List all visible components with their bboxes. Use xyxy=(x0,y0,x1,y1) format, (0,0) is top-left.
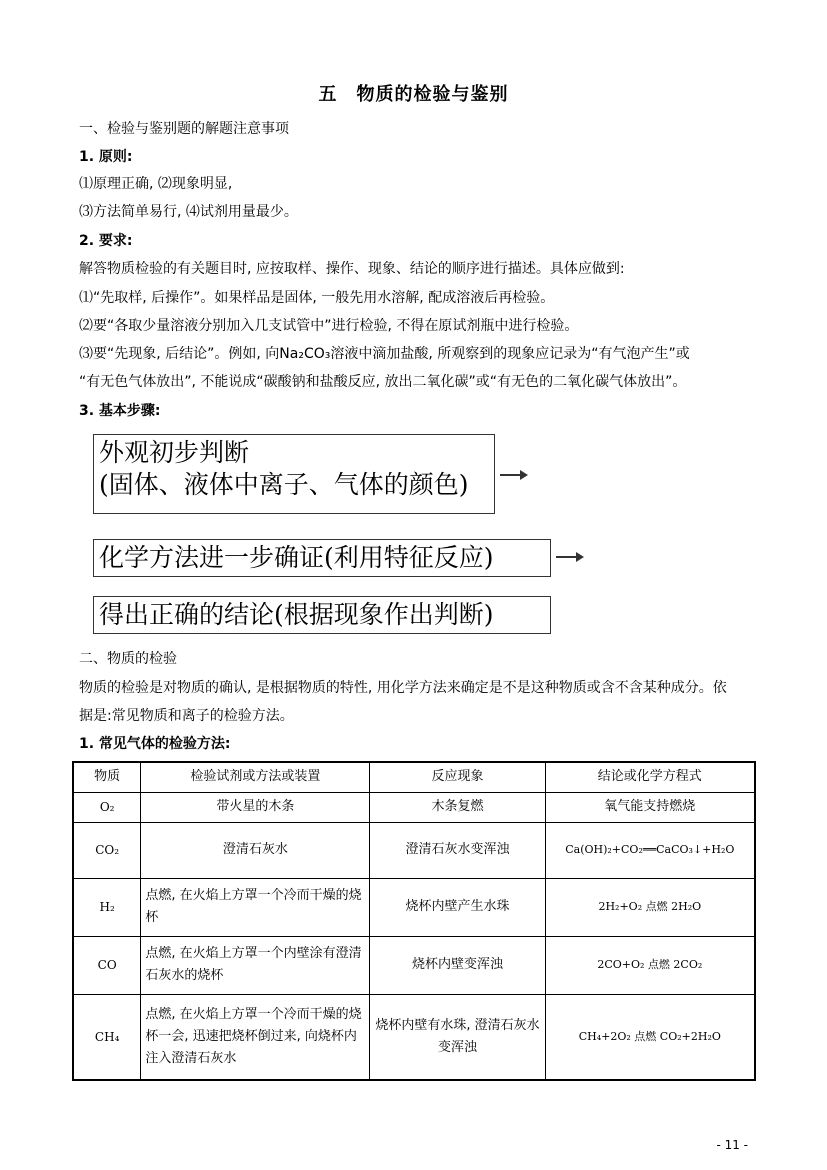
step-1-line-1: 外观初步判断 xyxy=(99,438,250,467)
header-conclusion: 结论或化学方程式 xyxy=(545,762,755,792)
requirement-line-2: ⑴“先取样, 后操作”。如果样品是固体, 一般先用水溶解, 配成溶液后再检验。 xyxy=(79,290,555,306)
gas-test-title: 1. 常见气体的检验方法: xyxy=(79,736,231,752)
cell-phenomenon: 澄清石灰水变浑浊 xyxy=(370,822,545,878)
cell-conclusion: Ca(OH)₂+CO₂══CaCO₃↓+H₂O xyxy=(545,822,755,878)
header-phenomenon: 反应现象 xyxy=(370,762,545,792)
requirement-line-4: ⑶要“先现象, 后结论”。例如, 向Na₂CO₃溶液中滴加盐酸, 所观察到的现象应记录为“有气泡产生”或 xyxy=(79,346,690,362)
arrow-icon xyxy=(500,474,526,476)
page-number: - 11 - xyxy=(716,1138,748,1152)
principle-line-2: ⑶方法简单易行, ⑷试剂用量最少。 xyxy=(79,204,298,220)
cell-method: 点燃, 在火焰上方罩一个冷而干燥的烧杯 xyxy=(141,878,370,936)
arrow-icon xyxy=(556,556,582,558)
step-box-3 xyxy=(93,596,551,634)
cell-substance: H₂ xyxy=(73,878,141,936)
cell-conclusion: 2H₂+O₂ 点燃 2H₂O xyxy=(545,878,755,936)
gas-test-table xyxy=(72,761,756,1081)
cell-method: 点燃, 在火焰上方罩一个冷而干燥的烧杯一会, 迅速把烧杯倒过来, 向烧杯内注入澄清石灰水 xyxy=(141,994,370,1080)
step-1-line-2: (固体、液体中离子、气体的颜色) xyxy=(99,470,469,499)
section-2-heading: 二、物质的检验 xyxy=(79,651,177,667)
cell-conclusion: 2CO+O₂ 点燃 2CO₂ xyxy=(545,936,755,994)
cell-substance: CO xyxy=(73,936,141,994)
table-row xyxy=(73,792,755,822)
header-method: 检验试剂或方法或装置 xyxy=(141,762,370,792)
principle-line-1: ⑴原理正确, ⑵现象明显, xyxy=(79,176,233,192)
step-3-text: 得出正确的结论(根据现象作出判断) xyxy=(99,600,494,629)
cell-method: 带火星的木条 xyxy=(141,792,370,822)
cell-phenomenon: 烧杯内壁有水珠, 澄清石灰水变浑浊 xyxy=(370,994,545,1080)
table-header-row xyxy=(73,762,755,792)
cell-method: 澄清石灰水 xyxy=(141,822,370,878)
step-box-2 xyxy=(93,539,551,577)
page-title: 五 物质的检验与鉴别 xyxy=(318,84,509,105)
cell-phenomenon: 烧杯内壁产生水珠 xyxy=(370,878,545,936)
table-row xyxy=(73,936,755,994)
principle-title: 1. 原则: xyxy=(79,149,133,165)
requirement-title: 2. 要求: xyxy=(79,233,133,249)
cell-substance: CO₂ xyxy=(73,822,141,878)
table-row xyxy=(73,822,755,878)
section-2-para-line-2: 据是:常见物质和离子的检验方法。 xyxy=(79,708,294,724)
cell-method: 点燃, 在火焰上方罩一个内壁涂有澄清石灰水的烧杯 xyxy=(141,936,370,994)
cell-phenomenon: 烧杯内壁变浑浊 xyxy=(370,936,545,994)
step-box-1 xyxy=(93,434,495,514)
table-row xyxy=(73,878,755,936)
table-row xyxy=(73,994,755,1080)
cell-substance: CH₄ xyxy=(73,994,141,1080)
section-1-heading: 一、检验与鉴别题的解题注意事项 xyxy=(79,121,289,137)
requirement-line-5: “有无色气体放出”, 不能说成“碳酸钠和盐酸反应, 放出二氧化碳”或“有无色的二氧化碳气体放出”。 xyxy=(79,374,687,390)
cell-conclusion: CH₄+2O₂ 点燃 CO₂+2H₂O xyxy=(545,994,755,1080)
steps-title: 3. 基本步骤: xyxy=(79,403,161,419)
cell-phenomenon: 木条复燃 xyxy=(370,792,545,822)
cell-conclusion: 氧气能支持燃烧 xyxy=(545,792,755,822)
requirement-line-3: ⑵要“各取少量溶液分别加入几支试管中”进行检验, 不得在原试剂瓶中进行检验。 xyxy=(79,318,579,334)
header-substance: 物质 xyxy=(73,762,141,792)
cell-substance: O₂ xyxy=(73,792,141,822)
section-2-para-line-1: 物质的检验是对物质的确认, 是根据物质的特性, 用化学方法来确定是不是这种物质或含不含某种成分。依 xyxy=(79,680,727,696)
step-2-text: 化学方法进一步确证(利用特征反应) xyxy=(99,543,494,572)
requirement-line-1: 解答物质检验的有关题目时, 应按取样、操作、现象、结论的顺序进行描述。具体应做到: xyxy=(79,261,625,277)
